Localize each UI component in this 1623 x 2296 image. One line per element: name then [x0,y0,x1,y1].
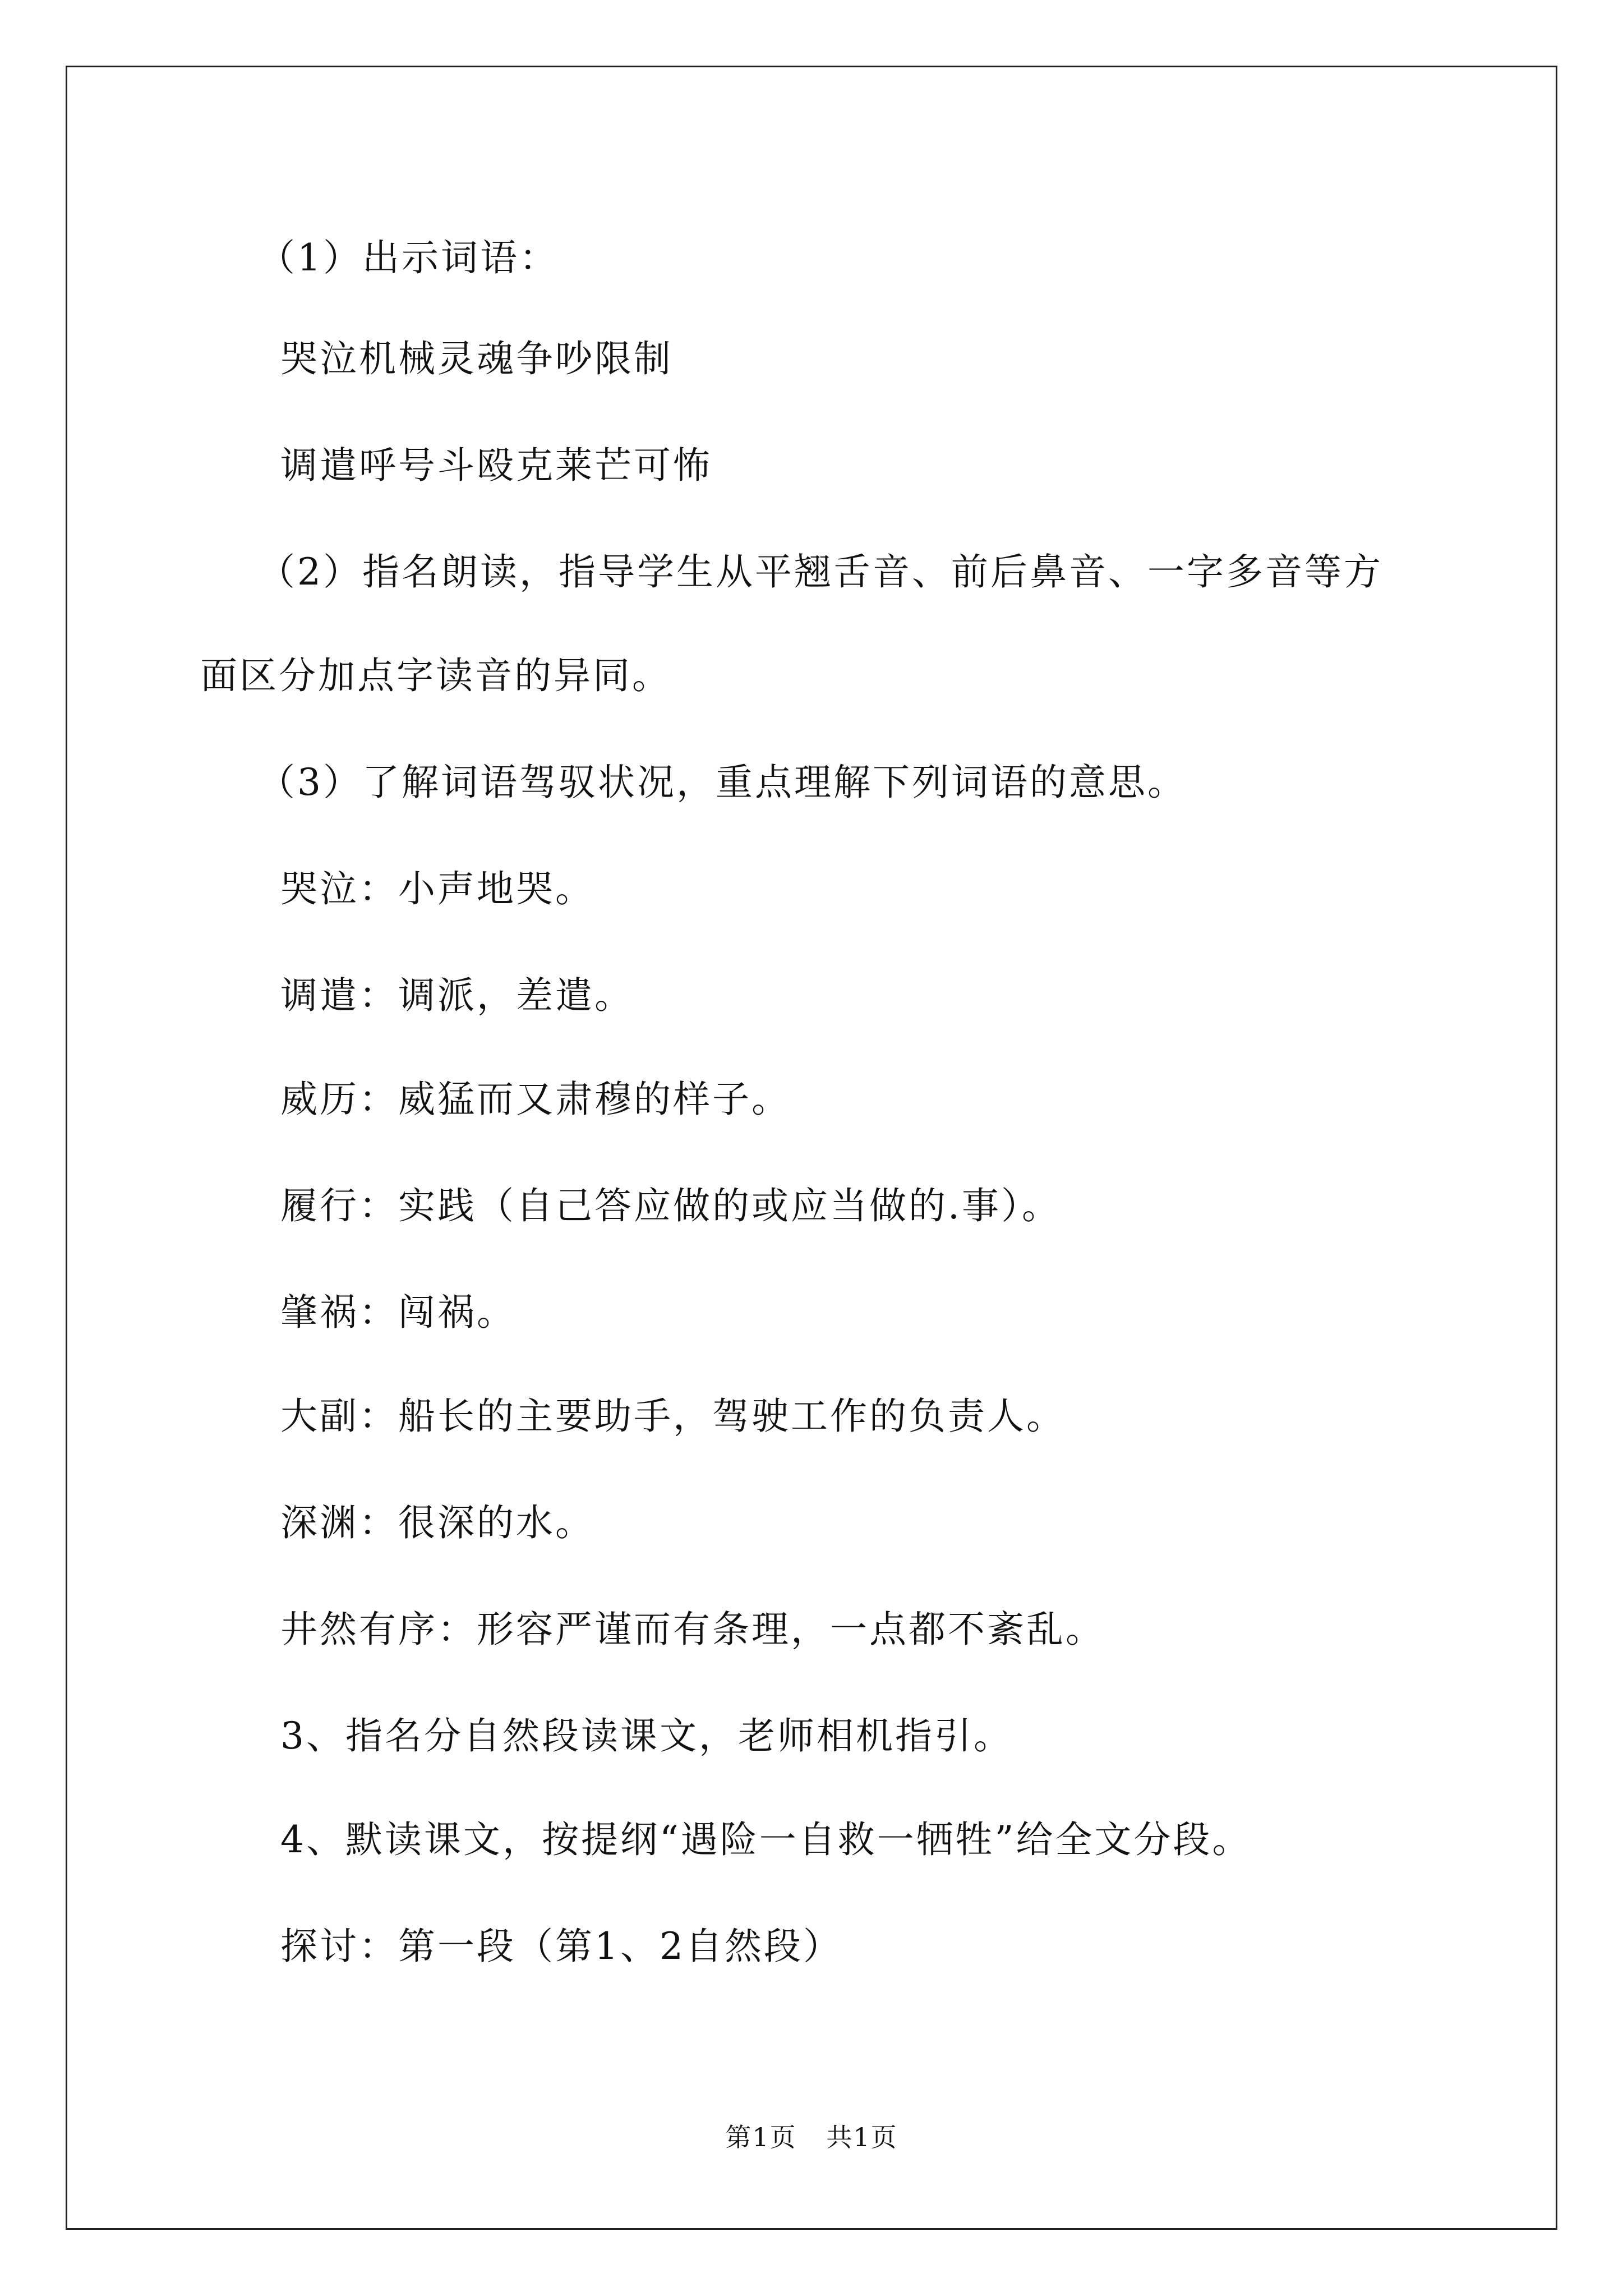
text-line: 哭泣：小声地哭。 [280,867,594,910]
text-line: 4、默读课文，按提纲“遇险一自救一牺牲”给全文分段。 [280,1818,1252,1861]
page-number: 第1页 [725,2122,797,2152]
text-line: 探讨：第一段（第1、2自然段） [280,1925,842,1968]
text-line: 调遣呼号斗殴克莱芒可怖 [280,444,712,487]
text-line: 3、指名分自然段读课文，老师相机指引。 [280,1714,1013,1757]
text-line: 履行：实践（自己答应做的或应当做的.事）。 [280,1184,1061,1227]
page-total: 共1页 [826,2122,898,2152]
text-line: （2）指名朗读，指导学生从平翘舌音、前后鼻音、一字多音等方 [258,550,1383,593]
text-line: （1）出示词语： [258,236,559,279]
text-line: 肇祸：闯祸。 [280,1291,516,1334]
text-line: 深渊：很深的水。 [280,1501,594,1544]
text-line: 哭泣机械灵魂争吵限制 [280,337,673,380]
page-footer [0,2120,1623,2154]
text-line: 调遣：调派，差遣。 [280,974,634,1017]
page-border [66,66,1557,2230]
text-line: 威历：威猛而又肃穆的样子。 [280,1078,791,1121]
text-line: 大副：船长的主要助手，驾驶工作的负责人。 [280,1395,1066,1438]
text-line: （3）了解词语驾驭状况，重点理解下列词语的意思。 [258,761,1187,804]
text-line: 井然有序：形容严谨而有条理，一点都不紊乱。 [280,1608,1105,1651]
text-line: 面区分加点字读音的异同。 [200,654,671,697]
